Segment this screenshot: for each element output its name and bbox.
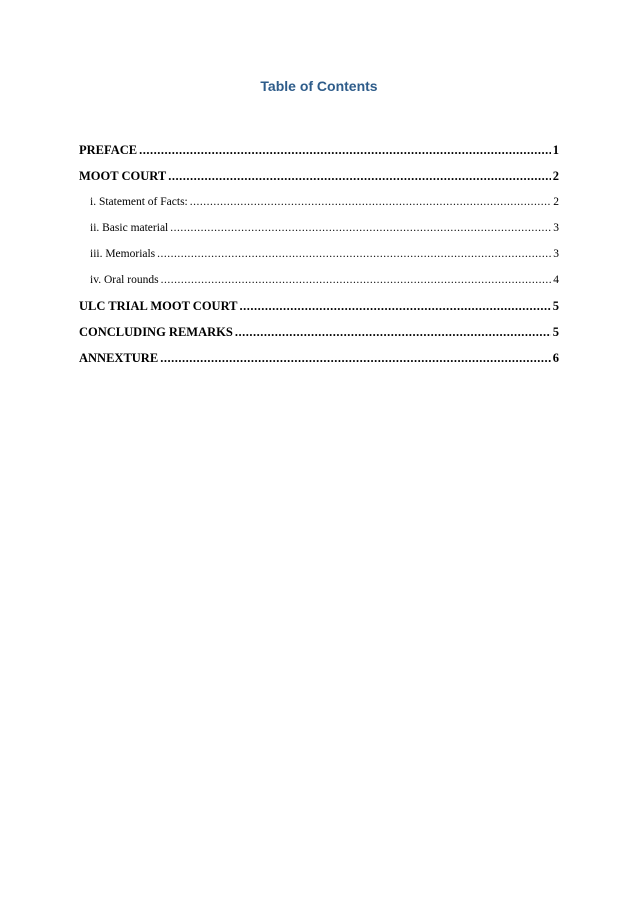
toc-entry-label: iii. Memorials (90, 248, 156, 260)
toc-list (79, 142, 559, 376)
toc-entry-page: 1 (552, 143, 559, 157)
dot-leader (161, 272, 552, 288)
dot-leader (157, 246, 551, 262)
toc-entry-oral-rounds[interactable] (79, 272, 559, 298)
toc-title: Table of Contents (260, 78, 378, 94)
toc-entry-concluding-remarks[interactable] (79, 324, 559, 350)
toc-entry-basic-material[interactable] (79, 220, 559, 246)
toc-entry-label: ULC TRIAL MOOT COURT (79, 299, 238, 313)
toc-entry-annexture[interactable] (79, 350, 559, 376)
toc-entry-page: 6 (552, 351, 559, 365)
dot-leader (235, 324, 551, 340)
dot-leader (170, 220, 551, 236)
toc-entry-label: ANNEXTURE (79, 351, 159, 365)
toc-entry-label: iv. Oral rounds (90, 274, 159, 286)
toc-entry-page: 5 (552, 325, 559, 339)
dot-leader (240, 298, 551, 314)
toc-entry-page: 3 (553, 248, 559, 260)
toc-entry-label: ii. Basic material (90, 222, 169, 234)
toc-entry-page: 2 (552, 169, 559, 183)
toc-entry-moot-court[interactable] (79, 168, 559, 194)
dot-leader (160, 350, 551, 366)
toc-entry-statement-of-facts[interactable] (79, 194, 559, 220)
toc-entry-page: 4 (553, 274, 559, 286)
toc-entry-label: PREFACE (79, 143, 138, 157)
dot-leader (139, 142, 551, 158)
toc-entry-label: MOOT COURT (79, 169, 167, 183)
toc-entry-page: 3 (553, 222, 559, 234)
dot-leader (168, 168, 551, 184)
toc-entry-preface[interactable] (79, 142, 559, 168)
toc-entry-label: CONCLUDING REMARKS (79, 325, 233, 339)
toc-entry-page: 2 (553, 196, 559, 208)
toc-entry-memorials[interactable] (79, 246, 559, 272)
toc-entry-label: i. Statement of Facts: (90, 196, 188, 208)
toc-entry-page: 5 (552, 299, 559, 313)
toc-entry-ulc-trial-moot-court[interactable] (79, 298, 559, 324)
dot-leader (190, 194, 552, 210)
